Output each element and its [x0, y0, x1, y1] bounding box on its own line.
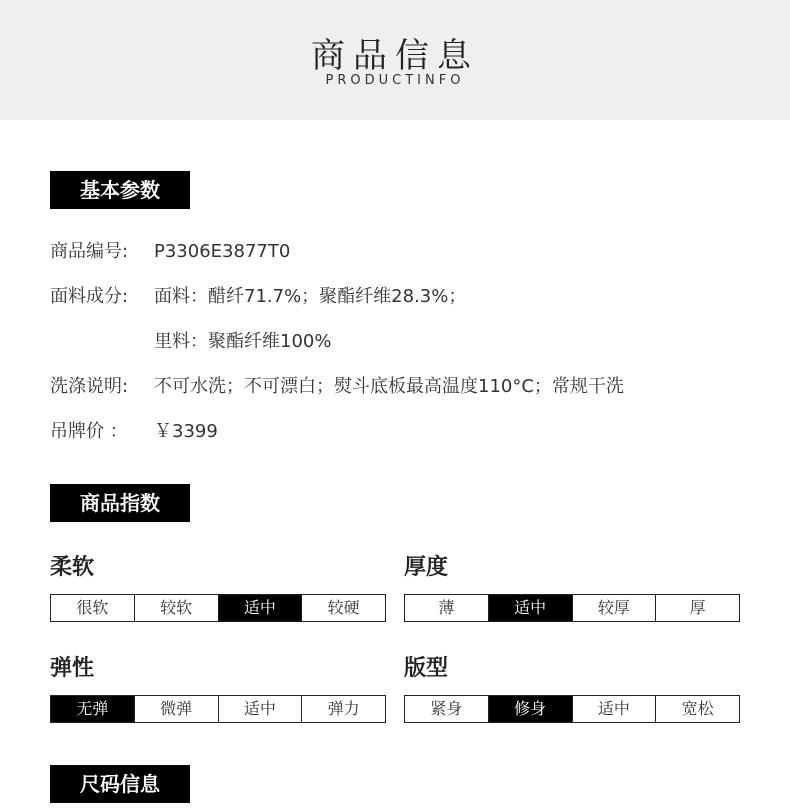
wash-label: 洗涤说明:	[50, 376, 129, 397]
section-tag-size: 尺码信息	[50, 765, 190, 803]
fabric-lining-value: 里料：聚酯纤维100%	[154, 331, 332, 352]
fit-title: 版型	[404, 656, 449, 681]
fit-option: 宽松	[681, 699, 714, 718]
wash-row	[50, 372, 624, 398]
softness-option: 适中	[219, 595, 303, 621]
fit-option: 修身	[489, 696, 573, 722]
elasticity-option: 无弹	[51, 696, 135, 722]
page-header	[0, 0, 790, 120]
thickness-scale	[404, 594, 740, 622]
fit-scale	[404, 695, 740, 723]
thickness-option: 适中	[489, 595, 573, 621]
softness-scale	[50, 594, 386, 622]
page-title: 商品信息	[311, 36, 479, 76]
elasticity-scale	[50, 695, 386, 723]
elasticity-option: 微弹	[135, 696, 219, 722]
section-tag-basic: 基本参数	[50, 171, 190, 209]
thickness-option: 厚	[689, 598, 706, 617]
fabric-row	[50, 282, 466, 308]
product-number-label: 商品编号:	[50, 241, 129, 262]
thickness-option: 较厚	[573, 595, 657, 621]
section-tag-index: 商品指数	[50, 484, 190, 522]
price-row	[50, 417, 218, 443]
fabric-label: 面料成分:	[50, 286, 129, 307]
product-number-row	[50, 237, 290, 263]
softness-option: 较软	[135, 595, 219, 621]
elasticity-option: 弹力	[327, 699, 360, 718]
softness-title: 柔软	[50, 555, 95, 580]
thickness-title: 厚度	[404, 555, 449, 580]
page-subtitle: PRODUCTINFO	[325, 73, 465, 88]
fit-option: 紧身	[405, 696, 489, 722]
elasticity-title: 弹性	[50, 656, 95, 681]
price-label: 吊牌价 ：	[50, 421, 128, 442]
price-value: ￥3399	[154, 421, 218, 442]
elasticity-option: 适中	[219, 696, 303, 722]
wash-value: 不可水洗；不可漂白；熨斗底板最高温度110°C；常规干洗	[154, 376, 624, 397]
softness-option: 很软	[51, 595, 135, 621]
product-number-value: P3306E3877T0	[154, 241, 291, 262]
thickness-option: 薄	[405, 595, 489, 621]
softness-option: 较硬	[327, 598, 360, 617]
fit-option: 适中	[573, 696, 657, 722]
fabric-outer-value: 面料：醋纤71.7%；聚酯纤维28.3%；	[154, 286, 467, 307]
fabric-lining-row	[50, 327, 331, 353]
